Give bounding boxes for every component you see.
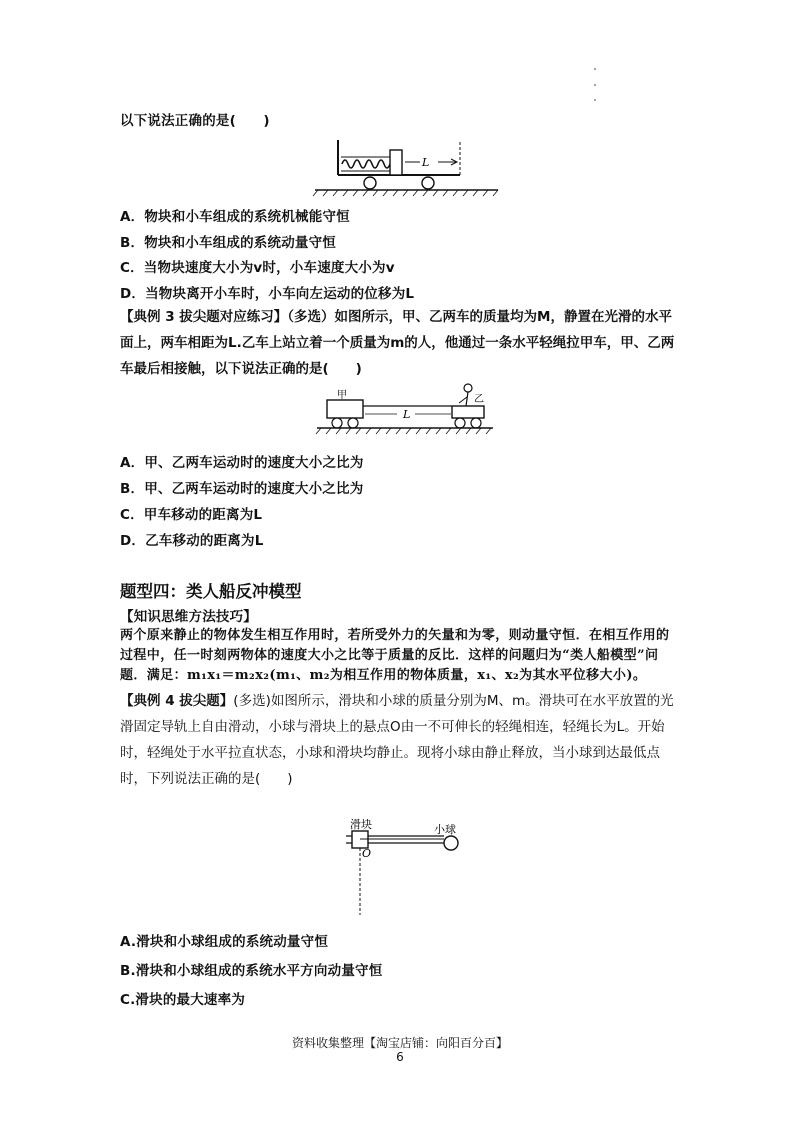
option-b: B．物块和小车组成的系统动量守恒 xyxy=(120,235,336,251)
scan-dot xyxy=(594,84,596,86)
distance-label: L xyxy=(403,408,411,421)
pivot-label: O xyxy=(362,847,372,860)
option-b: B.滑块和小球组成的系统水平方向动量守恒 xyxy=(120,963,383,979)
option-d: D．当物块离开小车时，小车向左运动的位移为L xyxy=(120,286,415,302)
option-d: D．乙车移动的距离为L xyxy=(120,533,264,549)
scan-dot xyxy=(594,68,596,70)
example-3-tag: 【典例 3 拔尖题对应练习】 xyxy=(120,309,288,325)
method-tag: 【知识思维方法技巧】 xyxy=(120,609,257,625)
cart-jia-label: 甲 xyxy=(337,390,347,401)
figure-cart-spring xyxy=(310,140,500,200)
footer-source: 资料收集整理【淘宝店铺：向阳百分百】 xyxy=(291,1036,508,1050)
option-a: A.滑块和小球组成的系统动量守恒 xyxy=(120,934,329,950)
option-c: C．甲车移动的距离为L xyxy=(120,507,263,523)
example-4-tag: 【典例 4 拔尖题】 xyxy=(120,693,234,709)
length-label: L xyxy=(422,156,430,169)
example-3-text: （多选）如图所示，甲、乙两车的质量均为M，静置在光滑的水平面上，两车相距为L.乙车上站立着一个质量为m的人，他通过一条水平轻绳拉甲车，甲、乙两车最后相接触，以下说法正确的是( ) xyxy=(120,309,675,377)
example-3 xyxy=(120,304,682,382)
option-c: C.滑块的最大速率为 xyxy=(120,992,246,1008)
method-text: 两个原来静止的物体发生相互作用时，若所受外力的矢量和为零，则动量守恒．在相互作用的过程中，任一时刻两物体的速度大小之比等于质量的反比．这样的问题归为“类人船模型”问题．满足：m₁x₁＝m₂x₂(m₁、m₂为相互作用的物体质量，x₁、x₂为其水平位移大小)。 xyxy=(120,628,670,683)
option-a: A．甲、乙两车运动时的速度大小之比为 xyxy=(120,455,364,471)
figure-two-carts xyxy=(315,380,495,440)
scan-dot xyxy=(594,99,596,101)
option-a: A．物块和小车组成的系统机械能守恒 xyxy=(120,209,350,225)
page-number: 6 xyxy=(396,1050,404,1064)
question-stem-tail: 以下说法正确的是( ) xyxy=(120,113,270,129)
option-c: C．当物块速度大小为v时，小车速度大小为v xyxy=(120,260,395,276)
option-b: B．甲、乙两车运动时的速度大小之比为 xyxy=(120,481,364,497)
example-4 xyxy=(120,688,682,792)
cart-yi-label: 乙 xyxy=(474,394,484,405)
example-4-text: (多选)如图所示，滑块和小球的质量分别为M、m。滑块可在水平放置的光滑固定导轨上自由滑动，小球与滑块上的悬点O由一不可伸长的轻绳相连，轻绳长为L。开始时，轻绳处于水平拉直状态，小球和滑块均静止。现将小球由静止释放，当小球到达最低点时，下列说法正确的是( ) xyxy=(120,693,674,787)
section-title: 题型四：类人船反冲模型 xyxy=(120,582,302,601)
slider-label: 滑块 xyxy=(350,818,372,831)
ball-label: 小球 xyxy=(434,823,456,836)
figure-slider-ball xyxy=(338,815,468,920)
